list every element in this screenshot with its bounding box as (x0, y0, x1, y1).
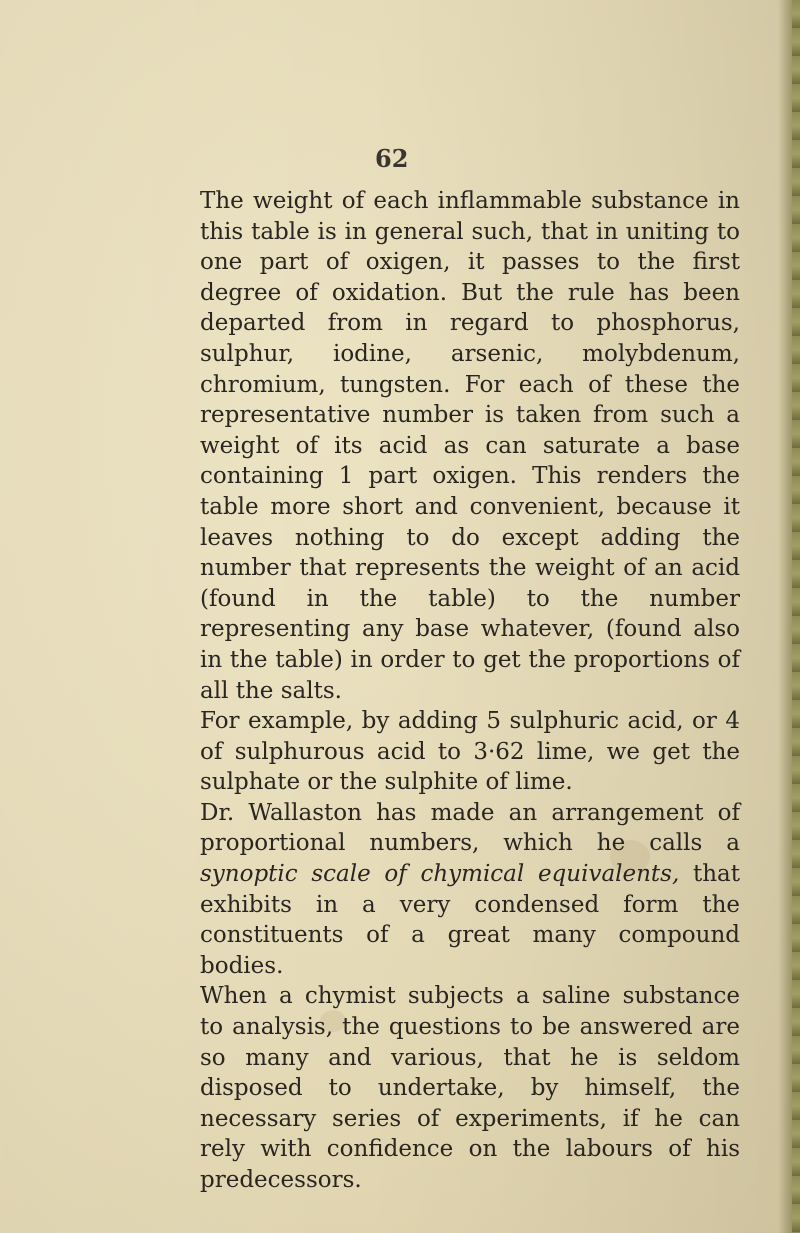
paragraph-4 (200, 981, 740, 1195)
paragraph-text: When a chymist subjects a saline substance to analysis, the questions to be answered are so many and various, that he is seldom disposed to undertake, by himself, the necessary series of experiments, if he can rely with confidence on the labours of his predecessors. (200, 983, 740, 1193)
page-number: 62 (375, 144, 409, 173)
paragraph-text: Dr. Wallaston has made an arrangement of proportional numbers, which he calls a (200, 799, 740, 857)
body-text (200, 186, 740, 1196)
page-edge (778, 0, 800, 1233)
paragraph-text: that exhibits in a very condensed form the constituents of a great many compound bodies. (200, 861, 740, 979)
paragraph-text: The weight of each inflammable substance in this table is in general such, that in uniting to one part of oxigen, it passes to the first degree of oxidation. But the rule has been departed from in regard to phosphorus, sulphur, iodine, arsenic, molybdenum, chromium, tungsten. For each of these the representative number is taken from such a weight of its acid as can saturate a base containing 1 part oxigen. This renders the table more short and convenient, because it leaves nothing to do except adding the number that represents the weight of an acid (found in the table) to the number representing any base whatever, (found also in the table) in order to get the proportions of all the salts. (200, 188, 740, 704)
italic-term: synoptic scale of chymical equivalents, (200, 861, 680, 888)
paragraph-2 (200, 706, 740, 798)
paragraph-text: For example, by adding 5 sulphuric acid, or 4 of sulphurous acid to 3·62 lime, we get the sulphate or the sulphite of lime. (200, 708, 740, 796)
paragraph-3 (200, 798, 740, 982)
paragraph-1 (200, 186, 740, 706)
